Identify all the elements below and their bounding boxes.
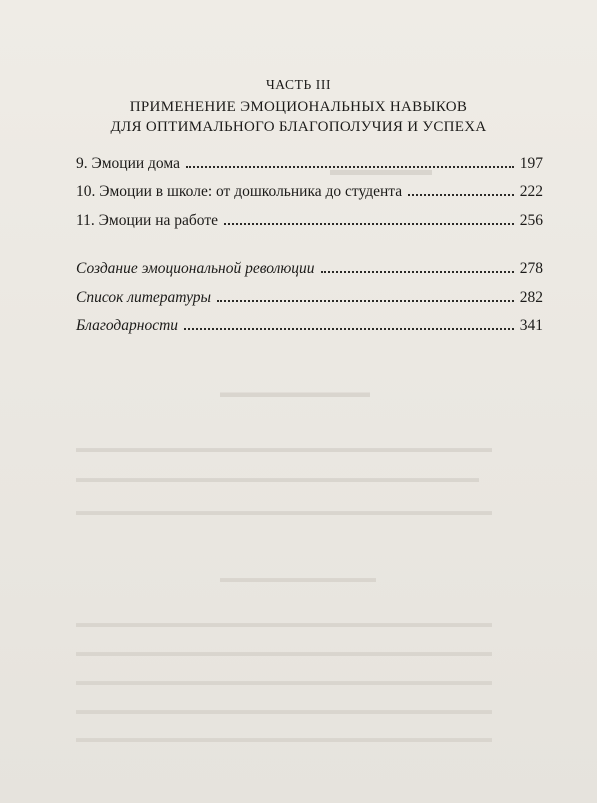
toc-entry-chapter-9[interactable] xyxy=(76,155,543,175)
toc-entry-title: 9. Эмоции дома xyxy=(76,155,180,172)
part-title-line-2: ДЛЯ ОПТИМАЛЬНОГО БЛАГОПОЛУЧИЯ И УСПЕХА xyxy=(110,119,487,135)
toc-entry-emotional-revolution[interactable] xyxy=(76,260,543,280)
toc-entry-title: Благодарности xyxy=(76,317,179,334)
dot-leader xyxy=(224,223,514,225)
dot-leader xyxy=(184,328,514,330)
book-page: ▬▬▬▬▬▬ ▬▬▬▬▬▬▬▬▬▬ ▬▬▬▬▬▬▬▬▬▬▬▬▬▬▬▬▬▬▬▬▬▬▬▬▬▬▬▬▬▬▬▬ ▬▬▬▬▬▬▬▬▬▬▬▬▬▬▬▬▬▬▬▬▬▬▬▬▬▬▬▬▬▬▬ ▬▬▬▬▬▬▬▬▬▬▬▬▬▬▬▬▬▬▬▬▬▬▬▬▬▬▬▬▬▬▬▬ ▬▬▬▬▬▬▬▬▬▬▬▬ ▬▬▬▬▬▬▬▬▬▬▬▬▬▬▬▬▬▬▬▬▬▬▬▬▬▬▬▬▬▬▬▬ ▬▬▬▬▬▬▬▬▬▬▬▬▬▬▬▬▬▬▬▬▬▬▬▬▬▬▬▬▬▬▬▬ ▬▬▬▬▬▬▬▬▬▬▬▬▬▬▬▬▬▬▬▬▬▬▬▬▬▬▬▬▬▬▬▬ ▬▬▬▬▬▬▬▬▬▬▬▬▬▬▬▬▬▬▬▬▬▬▬▬▬▬▬▬▬▬▬▬ ▬▬▬▬▬▬▬▬▬▬▬▬▬▬▬▬▬▬▬▬▬▬▬▬▬▬▬▬▬▬▬▬ ЧАСТЬ III ПРИМЕНЕНИЕ ЭМОЦИОНАЛЬНЫХ НАВЫКОВ ДЛЯ ОПТИМАЛЬНОГО БЛАГОПОЛУЧИЯ И УСПЕХА 9. Эмоции дома 197 10. Эмоции в школе: от дошкольника до студента 222 11. Эмоции на работе 256 Создание эмоциональной революции 278 Список литературы 282 Благодарности 341 xyxy=(0,0,597,803)
dot-leader xyxy=(186,166,514,168)
toc-entry-page: 197 xyxy=(519,155,543,172)
part-title xyxy=(0,97,597,137)
toc-entry-bibliography[interactable] xyxy=(76,289,543,309)
toc-entry-title: Список литературы xyxy=(76,289,212,306)
toc-entry-title: Создание эмоциональной революции xyxy=(76,260,315,277)
toc-entry-page: 256 xyxy=(519,212,543,229)
toc-entry-chapter-10[interactable] xyxy=(76,183,543,203)
toc-entry-title: 11. Эмоции на работе xyxy=(76,212,218,229)
toc-entry-page: 222 xyxy=(519,183,543,200)
toc-entry-chapter-11[interactable] xyxy=(76,212,543,232)
toc-entry-page: 341 xyxy=(519,317,543,334)
toc-entry-page: 278 xyxy=(519,260,543,277)
dot-leader xyxy=(408,194,514,196)
part-label: ЧАСТЬ III xyxy=(265,77,332,92)
toc-entry-page: 282 xyxy=(519,289,543,306)
toc-entry-acknowledgements[interactable] xyxy=(76,317,543,337)
part-title-line-1: ПРИМЕНЕНИЕ ЭМОЦИОНАЛЬНЫХ НАВЫКОВ xyxy=(129,99,468,115)
dot-leader xyxy=(321,271,514,273)
dot-leader xyxy=(217,300,514,302)
toc-entry-title: 10. Эмоции в школе: от дошкольника до студента xyxy=(76,183,403,200)
